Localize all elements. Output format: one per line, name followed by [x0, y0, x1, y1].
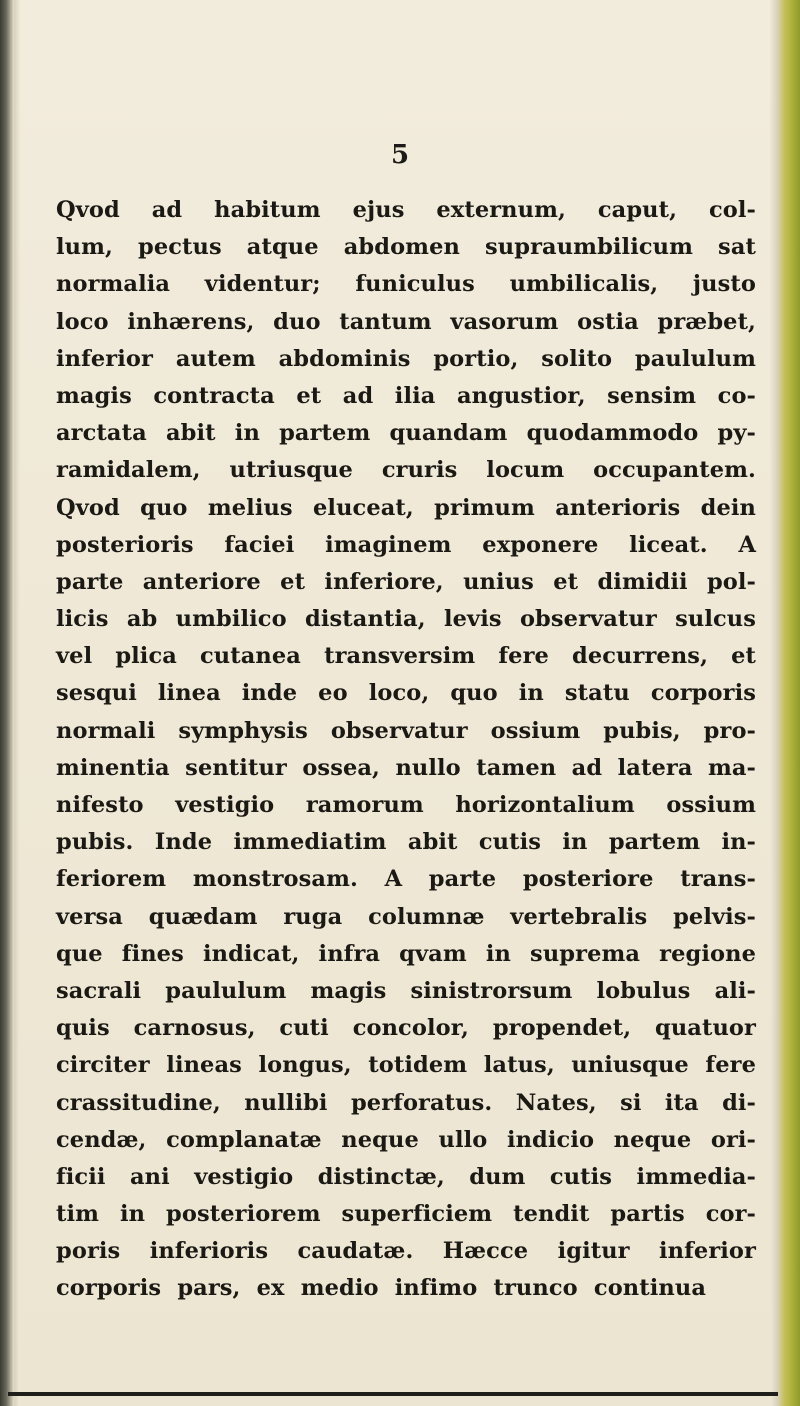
text-line: feriorem monstrosam. A parte posteriore trans-	[56, 866, 756, 893]
text-line: sesqui linea inde eo loco, quo in statu corporis	[56, 680, 756, 707]
text-line: nifesto vestigio ramorum horizontalium ossium	[56, 792, 756, 818]
text-line: tim in posteriorem superficiem tendit partis cor-	[56, 1201, 756, 1228]
text-line: crassitudine, nullibi perforatus. Nates, si ita di-	[56, 1089, 756, 1116]
page-number: 5	[390, 140, 410, 170]
text-line: ramidalem, utriusque cruris locum occupantem.	[56, 457, 756, 484]
text-line: vel plica cutanea transversim fere decurrens, et	[56, 643, 756, 670]
page-edge-shade	[770, 0, 778, 1406]
text-line: normalia videntur; funiculus umbilicalis, justo	[56, 271, 756, 298]
text-line: circiter lineas longus, totidem latus, uniusque fere	[56, 1052, 756, 1079]
text-line: cendæ, complanatæ neque ullo indicio neque ori-	[56, 1126, 756, 1153]
text-line: licis ab umbilico distantia, levis observatur sulcus	[56, 606, 756, 633]
text-line: que fines indicat, infra qvam in suprema regione	[56, 940, 756, 967]
text-line: inferior autem abdominis portio, solito paululum	[56, 345, 756, 372]
text-line: corporis pars, ex medio infimo trunco continua	[56, 1275, 706, 1302]
body-text	[56, 192, 756, 1308]
text-line: quis carnosus, cuti concolor, propendet, quatuor	[56, 1015, 756, 1042]
bottom-rule	[8, 1392, 778, 1396]
text-line: minentia sentitur ossea, nullo tamen ad latera ma-	[56, 754, 756, 781]
page-edge-right	[778, 0, 800, 1406]
text-line: pubis. Inde immediatim abit cutis in partem in-	[56, 829, 756, 856]
text-line: magis contracta et ad ilia angustior, sensim co-	[56, 382, 756, 409]
book-binding-shadow	[0, 0, 14, 1406]
text-line: ficii ani vestigio distinctæ, dum cutis immedia-	[56, 1163, 756, 1190]
text-line: posterioris faciei imaginem exponere liceat. A	[56, 531, 756, 558]
text-line: parte anteriore et inferiore, unius et dimidii pol-	[56, 568, 756, 595]
text-line: lum, pectus atque abdomen supraumbilicum sat	[56, 234, 756, 261]
text-line: poris inferioris caudatæ. Hæcce igitur inferior	[56, 1238, 756, 1265]
binding-gutter	[14, 0, 20, 1406]
text-line: arctata abit in partem quandam quodammodo py-	[56, 420, 756, 447]
text-line: sacrali paululum magis sinistrorsum lobulus ali-	[56, 977, 756, 1004]
text-line: normali symphysis observatur ossium pubis, pro-	[56, 717, 756, 744]
text-line: loco inhærens, duo tantum vasorum ostia præbet,	[56, 308, 756, 335]
text-line: Qvod ad habitum ejus externum, caput, col-	[56, 197, 756, 223]
text-line: versa quædam ruga columnæ vertebralis pelvis-	[56, 903, 756, 930]
text-line: Qvod quo melius eluceat, primum anterioris dein	[56, 494, 756, 521]
